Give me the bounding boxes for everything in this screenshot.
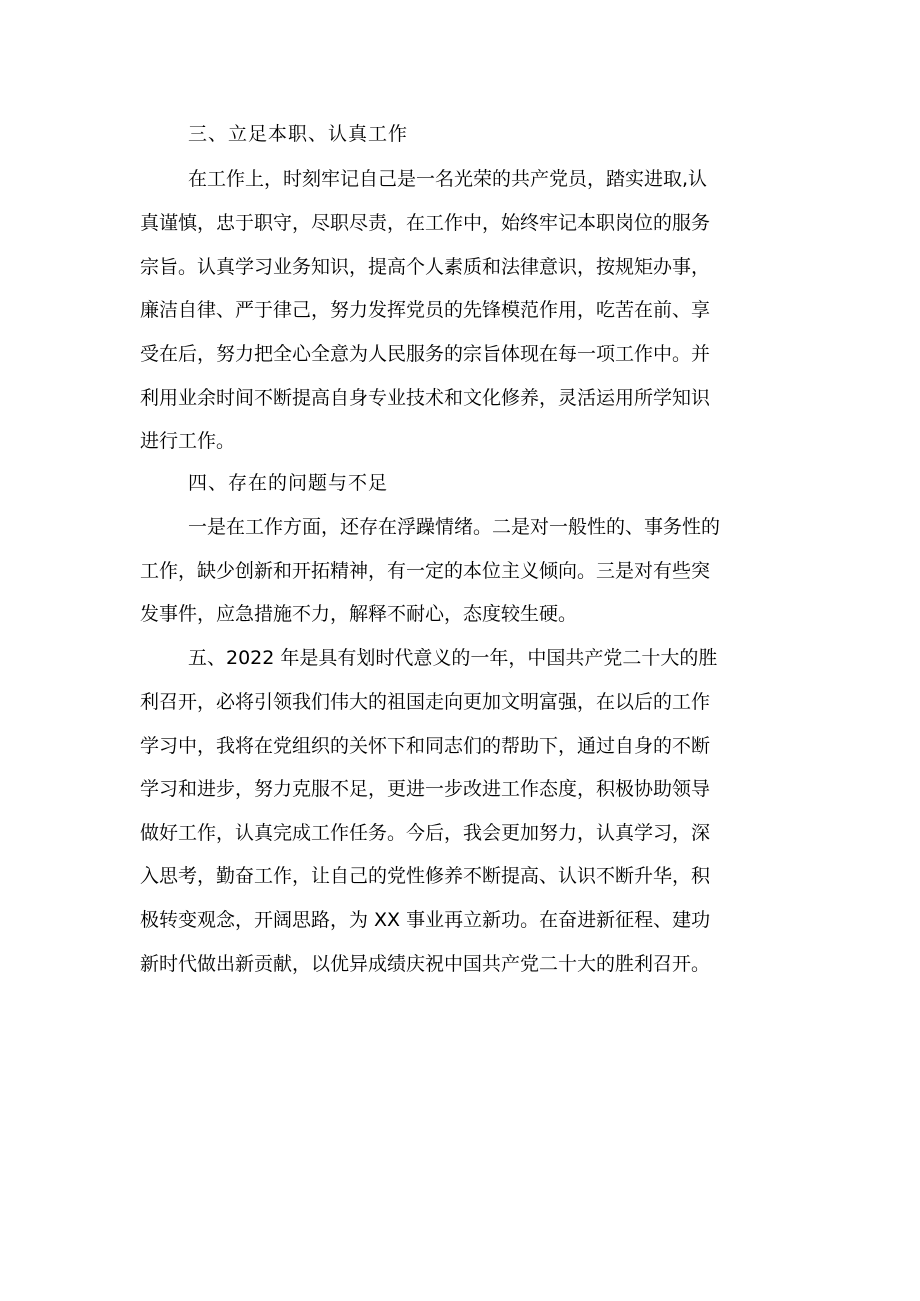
paragraph-line: 极转变观念，开阔思路，为 XX 事业再立新功。在奋进新征程、建功 — [140, 909, 711, 931]
paragraph-line: 进行工作。 — [140, 430, 236, 452]
paragraph-line: 真谨慎，忠于职守，尽职尽责，在工作中，始终牢记本职岗位的服务 — [140, 212, 711, 234]
paragraph-line: 学习和进步，努力克服不足，更进一步改进工作态度，积极协助领导 — [140, 778, 711, 800]
paragraph-line: 新时代做出新贡献，以优异成绩庆祝中国共产党二十大的胜利召开。 — [140, 953, 711, 975]
paragraph-line: 一是在工作方面，还存在浮躁情绪。二是对一般性的、事务性的 — [188, 516, 721, 538]
paragraph-line: 宗旨。认真学习业务知识，提高个人素质和法律意识，按规矩办事， — [140, 256, 711, 278]
paragraph-line: 做好工作，认真完成工作任务。今后，我会更加努力，认真学习，深 — [140, 822, 711, 844]
paragraph-line: 廉洁自律、严于律己，努力发挥党员的先锋模范作用，吃苦在前、享 — [140, 299, 711, 321]
paragraph-line: 入思考，勤奋工作，让自己的党性修养不断提高、认识不断升华，积 — [140, 865, 711, 887]
paragraph-line: 利用业余时间不断提高自身专业技术和文化修养，灵活运用所学知识 — [140, 387, 711, 409]
section-heading: 三、立足本职、认真工作 — [188, 123, 409, 145]
paragraph-line: 利召开，必将引领我们伟大的祖国走向更加文明富强，在以后的工作 — [140, 691, 711, 713]
paragraph-line: 在工作上，时刻牢记自己是一名光荣的共产党员，踏实进取,认 — [188, 168, 708, 190]
paragraph-line: 五、2022 年是具有划时代意义的一年，中国共产党二十大的胜 — [188, 647, 718, 669]
section-heading: 四、存在的问题与不足 — [188, 472, 389, 494]
paragraph-line: 工作，缺少创新和开拓精神，有一定的本位主义倾向。三是对有些突 — [140, 560, 711, 582]
paragraph-line: 发事件，应急措施不力，解释不耐心，态度较生硬。 — [140, 603, 578, 625]
paragraph-line: 学习中，我将在党组织的关怀下和同志们的帮助下，通过自身的不断 — [140, 735, 711, 757]
paragraph-line: 受在后，努力把全心全意为人民服务的宗旨体现在每一项工作中。并 — [140, 343, 711, 365]
